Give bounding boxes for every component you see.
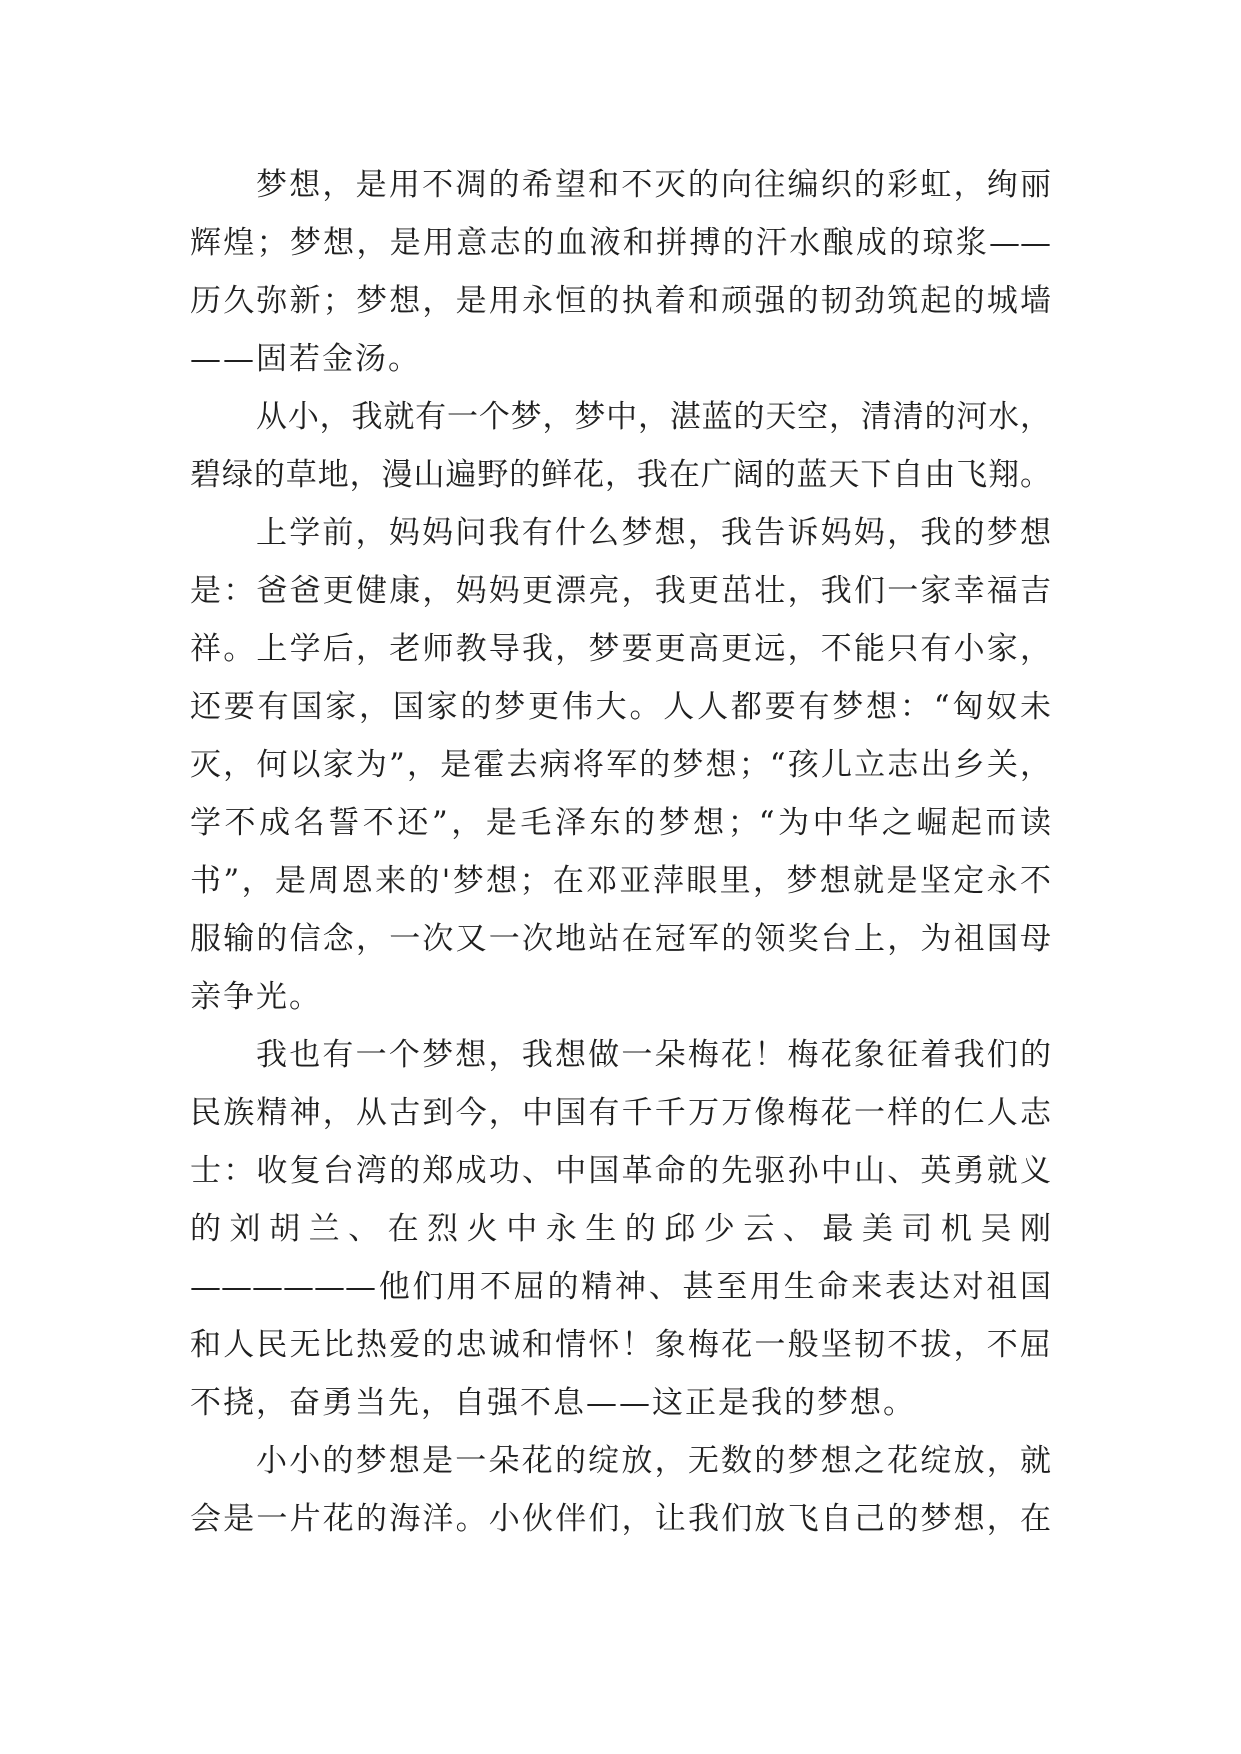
text-line: 是：爸爸更健康，妈妈更漂亮，我更茁壮，我们一家幸福吉 (190, 573, 1051, 609)
text-line: 民族精神，从古到今，中国有千千万万像梅花一样的仁人志 (190, 1095, 1051, 1131)
text-line: 会是一片花的海洋。小伙伴们，让我们放飞自己的梦想，在 (190, 1501, 1051, 1537)
text-line: 我也有一个梦想，我想做一朵梅花！梅花象征着我们的 (256, 1037, 1051, 1073)
text-line: 不挠，奋勇当先，自强不息——这正是我的梦想。 (190, 1385, 916, 1421)
text-line: 还要有国家，国家的梦更伟大。人人都要有梦想：“匈奴未 (190, 689, 1051, 725)
text-line: 服输的信念，一次又一次地站在冠军的领奖台上，为祖国母 (190, 921, 1051, 957)
text-line: 学不成名誓不还”，是毛泽东的梦想；“为中华之崛起而读 (190, 805, 1051, 841)
text-line: ——固若金汤。 (190, 341, 421, 377)
paragraph (190, 504, 1051, 1026)
text-line: 灭，何以家为”，是霍去病将军的梦想；“孩儿立志出乡关， (190, 747, 1051, 783)
paragraph (190, 156, 1051, 388)
text-line: 从小，我就有一个梦，梦中，湛蓝的天空，清清的河水， (256, 399, 1051, 435)
text-line: ——————他们用不屈的精神、甚至用生命来表达对祖国 (190, 1269, 1051, 1305)
text-line: 亲争光。 (190, 979, 322, 1015)
text-line: 历久弥新；梦想，是用永恒的执着和顽强的韧劲筑起的城墙 (190, 283, 1051, 319)
paragraph (190, 1432, 1051, 1548)
text-line: 碧绿的草地，漫山遍野的鲜花，我在广阔的蓝天下自由飞翔。 (190, 457, 1051, 493)
text-line: 上学前，妈妈问我有什么梦想，我告诉妈妈，我的梦想 (256, 515, 1051, 551)
paragraph (190, 388, 1051, 504)
text-line: 和人民无比热爱的忠诚和情怀！象梅花一般坚韧不拔，不屈 (190, 1327, 1051, 1363)
text-line: 祥。上学后，老师教导我，梦要更高更远，不能只有小家， (190, 631, 1051, 667)
text-line: 书”，是周恩来的'梦想；在邓亚萍眼里，梦想就是坚定永不 (190, 863, 1051, 899)
text-line: 辉煌；梦想，是用意志的血液和拼搏的汗水酿成的琼浆—— (190, 225, 1051, 261)
text-line: 的刘胡兰、在烈火中永生的邱少云、最美司机吴刚 (190, 1211, 1051, 1247)
text-line: 梦想，是用不凋的希望和不灭的向往编织的彩虹，绚丽 (256, 167, 1051, 203)
text-line: 士：收复台湾的郑成功、中国革命的先驱孙中山、英勇就义 (190, 1153, 1051, 1189)
paragraph (190, 1026, 1051, 1432)
text-line: 小小的梦想是一朵花的绽放，无数的梦想之花绽放，就 (256, 1443, 1051, 1479)
document-body (190, 156, 1051, 1548)
